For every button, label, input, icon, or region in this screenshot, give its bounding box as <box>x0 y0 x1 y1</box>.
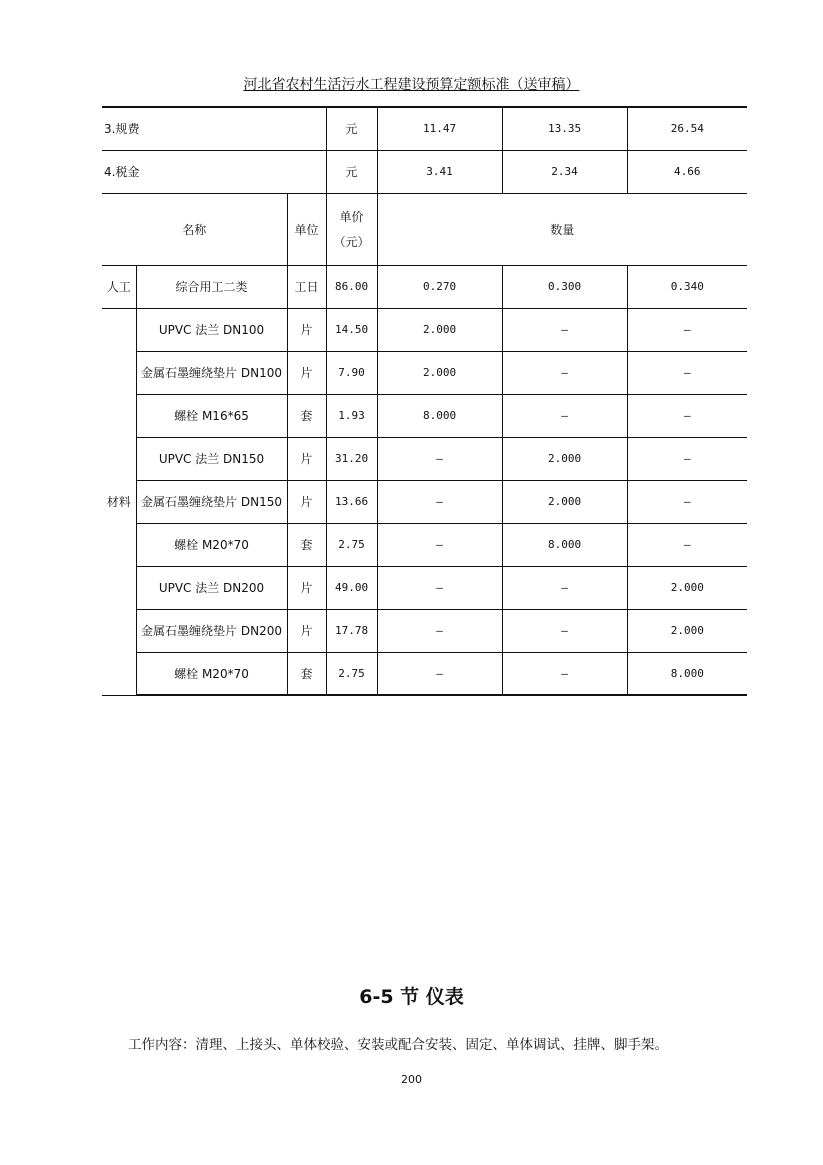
table-cell: – <box>377 437 502 480</box>
table-row <box>102 437 747 480</box>
table-row <box>102 308 747 351</box>
item-name: 金属石墨缠绕垫片 DN150 <box>136 480 287 523</box>
table-cell: – <box>377 480 502 523</box>
table-cell: 8.000 <box>377 394 502 437</box>
category-materials: 材料 <box>102 308 136 695</box>
table-cell: – <box>627 523 747 566</box>
price-cell: 86.00 <box>326 265 377 308</box>
unit-cell: 片 <box>287 351 326 394</box>
price-cell: 14.50 <box>326 308 377 351</box>
unit-cell: 元 <box>326 107 377 150</box>
item-name: UPVC 法兰 DN150 <box>136 437 287 480</box>
col-header-name: 名称 <box>102 193 287 265</box>
table-cell: – <box>627 480 747 523</box>
table-cell: 0.340 <box>627 265 747 308</box>
table-row <box>102 609 747 652</box>
table-row <box>102 394 747 437</box>
item-name: 金属石墨缠绕垫片 DN200 <box>136 609 287 652</box>
price-cell: 2.75 <box>326 652 377 695</box>
table-cell: 2.000 <box>502 437 627 480</box>
header-text: 河北省农村生活污水工程建设预算定额标准（送审稿） <box>243 77 580 93</box>
table-cell: – <box>627 308 747 351</box>
table-cell: 0.300 <box>502 265 627 308</box>
work-content: 工作内容：清理、上接头、单体校验、安装或配合安装、固定、单体调试、挂牌、脚手架。 <box>128 1037 668 1053</box>
price-line1: 单价 <box>339 210 364 224</box>
section-title: 6-5 节 仪表 <box>359 986 464 1008</box>
table-cell: 8.000 <box>627 652 747 695</box>
table-cell: 13.35 <box>502 107 627 150</box>
fee-label: 3.规费 <box>102 107 326 150</box>
table-cell: 26.54 <box>627 107 747 150</box>
price-cell: 49.00 <box>326 566 377 609</box>
quota-table <box>102 106 747 696</box>
table-row <box>102 652 747 695</box>
table-cell: 2.000 <box>627 566 747 609</box>
col-header-unit: 单位 <box>287 193 326 265</box>
category-labor: 人工 <box>102 265 136 308</box>
table-row <box>102 480 747 523</box>
price-cell: 13.66 <box>326 480 377 523</box>
table-cell: – <box>377 609 502 652</box>
table-cell: 4.66 <box>627 150 747 193</box>
price-cell: 31.20 <box>326 437 377 480</box>
item-name: UPVC 法兰 DN100 <box>136 308 287 351</box>
price-cell: 1.93 <box>326 394 377 437</box>
table-cell: – <box>502 308 627 351</box>
unit-cell: 工日 <box>287 265 326 308</box>
page-number: 200 <box>401 1073 422 1086</box>
price-cell: 2.75 <box>326 523 377 566</box>
table-cell: – <box>502 652 627 695</box>
table-row <box>102 566 747 609</box>
running-header <box>0 74 823 94</box>
table-cell: – <box>627 351 747 394</box>
table-cell: 2.000 <box>627 609 747 652</box>
item-name: 螺栓 M20*70 <box>136 652 287 695</box>
fee-label: 4.税金 <box>102 150 326 193</box>
table-cell: – <box>502 394 627 437</box>
item-name: 金属石墨缠绕垫片 DN100 <box>136 351 287 394</box>
unit-cell: 元 <box>326 150 377 193</box>
table-cell: – <box>502 609 627 652</box>
table-cell: – <box>377 566 502 609</box>
item-name: 综合用工二类 <box>136 265 287 308</box>
table-cell: 8.000 <box>502 523 627 566</box>
table-cell: 2.34 <box>502 150 627 193</box>
table-cell: 11.47 <box>377 107 502 150</box>
table-row <box>102 523 747 566</box>
table-cell: – <box>627 437 747 480</box>
unit-cell: 片 <box>287 308 326 351</box>
price-line2: （元） <box>333 235 370 249</box>
table-cell: – <box>377 652 502 695</box>
table-cell: 2.000 <box>377 351 502 394</box>
item-name: UPVC 法兰 DN200 <box>136 566 287 609</box>
unit-cell: 套 <box>287 394 326 437</box>
table-cell: – <box>502 566 627 609</box>
unit-cell: 片 <box>287 480 326 523</box>
item-name: 螺栓 M20*70 <box>136 523 287 566</box>
table-cell: 3.41 <box>377 150 502 193</box>
unit-cell: 片 <box>287 566 326 609</box>
table-cell: 0.270 <box>377 265 502 308</box>
table-cell: 2.000 <box>502 480 627 523</box>
table-row <box>102 265 747 308</box>
table-row <box>102 351 747 394</box>
price-cell: 7.90 <box>326 351 377 394</box>
unit-cell: 套 <box>287 523 326 566</box>
table-cell: – <box>627 394 747 437</box>
table-row <box>102 107 747 150</box>
table-row <box>102 193 747 265</box>
col-header-price <box>326 193 377 265</box>
unit-cell: 套 <box>287 652 326 695</box>
unit-cell: 片 <box>287 437 326 480</box>
price-cell: 17.78 <box>326 609 377 652</box>
table-cell: – <box>502 351 627 394</box>
item-name: 螺栓 M16*65 <box>136 394 287 437</box>
table-cell: – <box>377 523 502 566</box>
unit-cell: 片 <box>287 609 326 652</box>
table-row <box>102 150 747 193</box>
table-cell: 2.000 <box>377 308 502 351</box>
col-header-qty: 数量 <box>377 193 747 265</box>
